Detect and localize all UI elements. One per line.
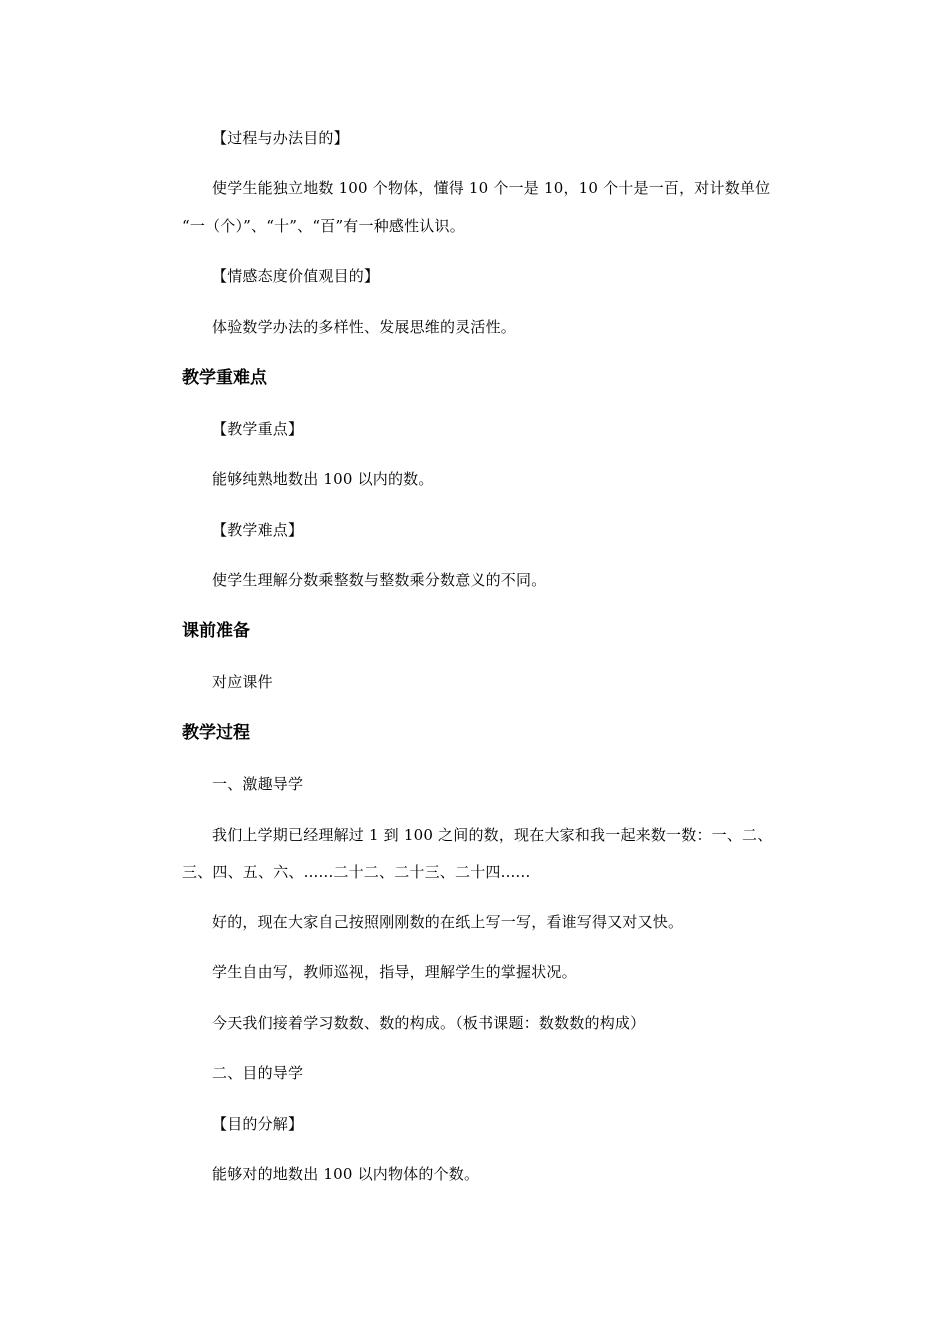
section1-paragraph3: 学生自由写，教师巡视，指导，理解学生的掌握状况。 (212, 963, 577, 981)
key-points-heading: 教学重难点 (182, 368, 267, 388)
prep-text: 对应课件 (212, 673, 273, 691)
goal-breakdown-text: 能够对的地数出 100 以内物体的个数。 (212, 1165, 480, 1183)
section1-paragraph1-line1: 我们上学期已经理解过 1 到 100 之间的数，现在大家和我一起来数一数：一、二、 (212, 826, 773, 844)
difficult-point-text: 使学生理解分数乘整数与整数乘分数意义的不同。 (212, 571, 547, 589)
section1-paragraph1-line2: 三、四、五、六、......二十二、二十三、二十四...... (182, 863, 531, 881)
section1-title: 一、激趣导学 (212, 775, 304, 793)
section2-title: 二、目的导学 (212, 1064, 304, 1082)
prep-heading: 课前准备 (182, 621, 250, 641)
section1-paragraph2: 好的，现在大家自己按照刚刚数的在纸上写一写，看谁写得又对又快。 (212, 913, 684, 931)
emotion-goal-text: 体验数学办法的多样性、发展思维的灵活性。 (212, 318, 517, 336)
key-point-text: 能够纯熟地数出 100 以内的数。 (212, 470, 434, 488)
section1-paragraph4: 今天我们接着学习数数、数的构成。（板书课题：数数数的构成） (212, 1014, 646, 1032)
emotion-goal-label: 【情感态度价值观目的】 (212, 267, 380, 285)
process-heading: 教学过程 (182, 723, 250, 743)
goal-breakdown-label: 【目的分解】 (212, 1115, 304, 1133)
process-goal-label: 【过程与办法目的】 (212, 129, 349, 147)
process-goal-text-line2: “一（个）”、“十”、“百”有一种感性认识。 (182, 217, 465, 235)
key-point-label: 【教学重点】 (212, 420, 304, 438)
difficult-point-label: 【教学难点】 (212, 521, 304, 539)
process-goal-text-line1: 使学生能独立地数 100 个物体，懂得 10 个一是 10，10 个十是一百，对计数单位 (212, 179, 771, 197)
